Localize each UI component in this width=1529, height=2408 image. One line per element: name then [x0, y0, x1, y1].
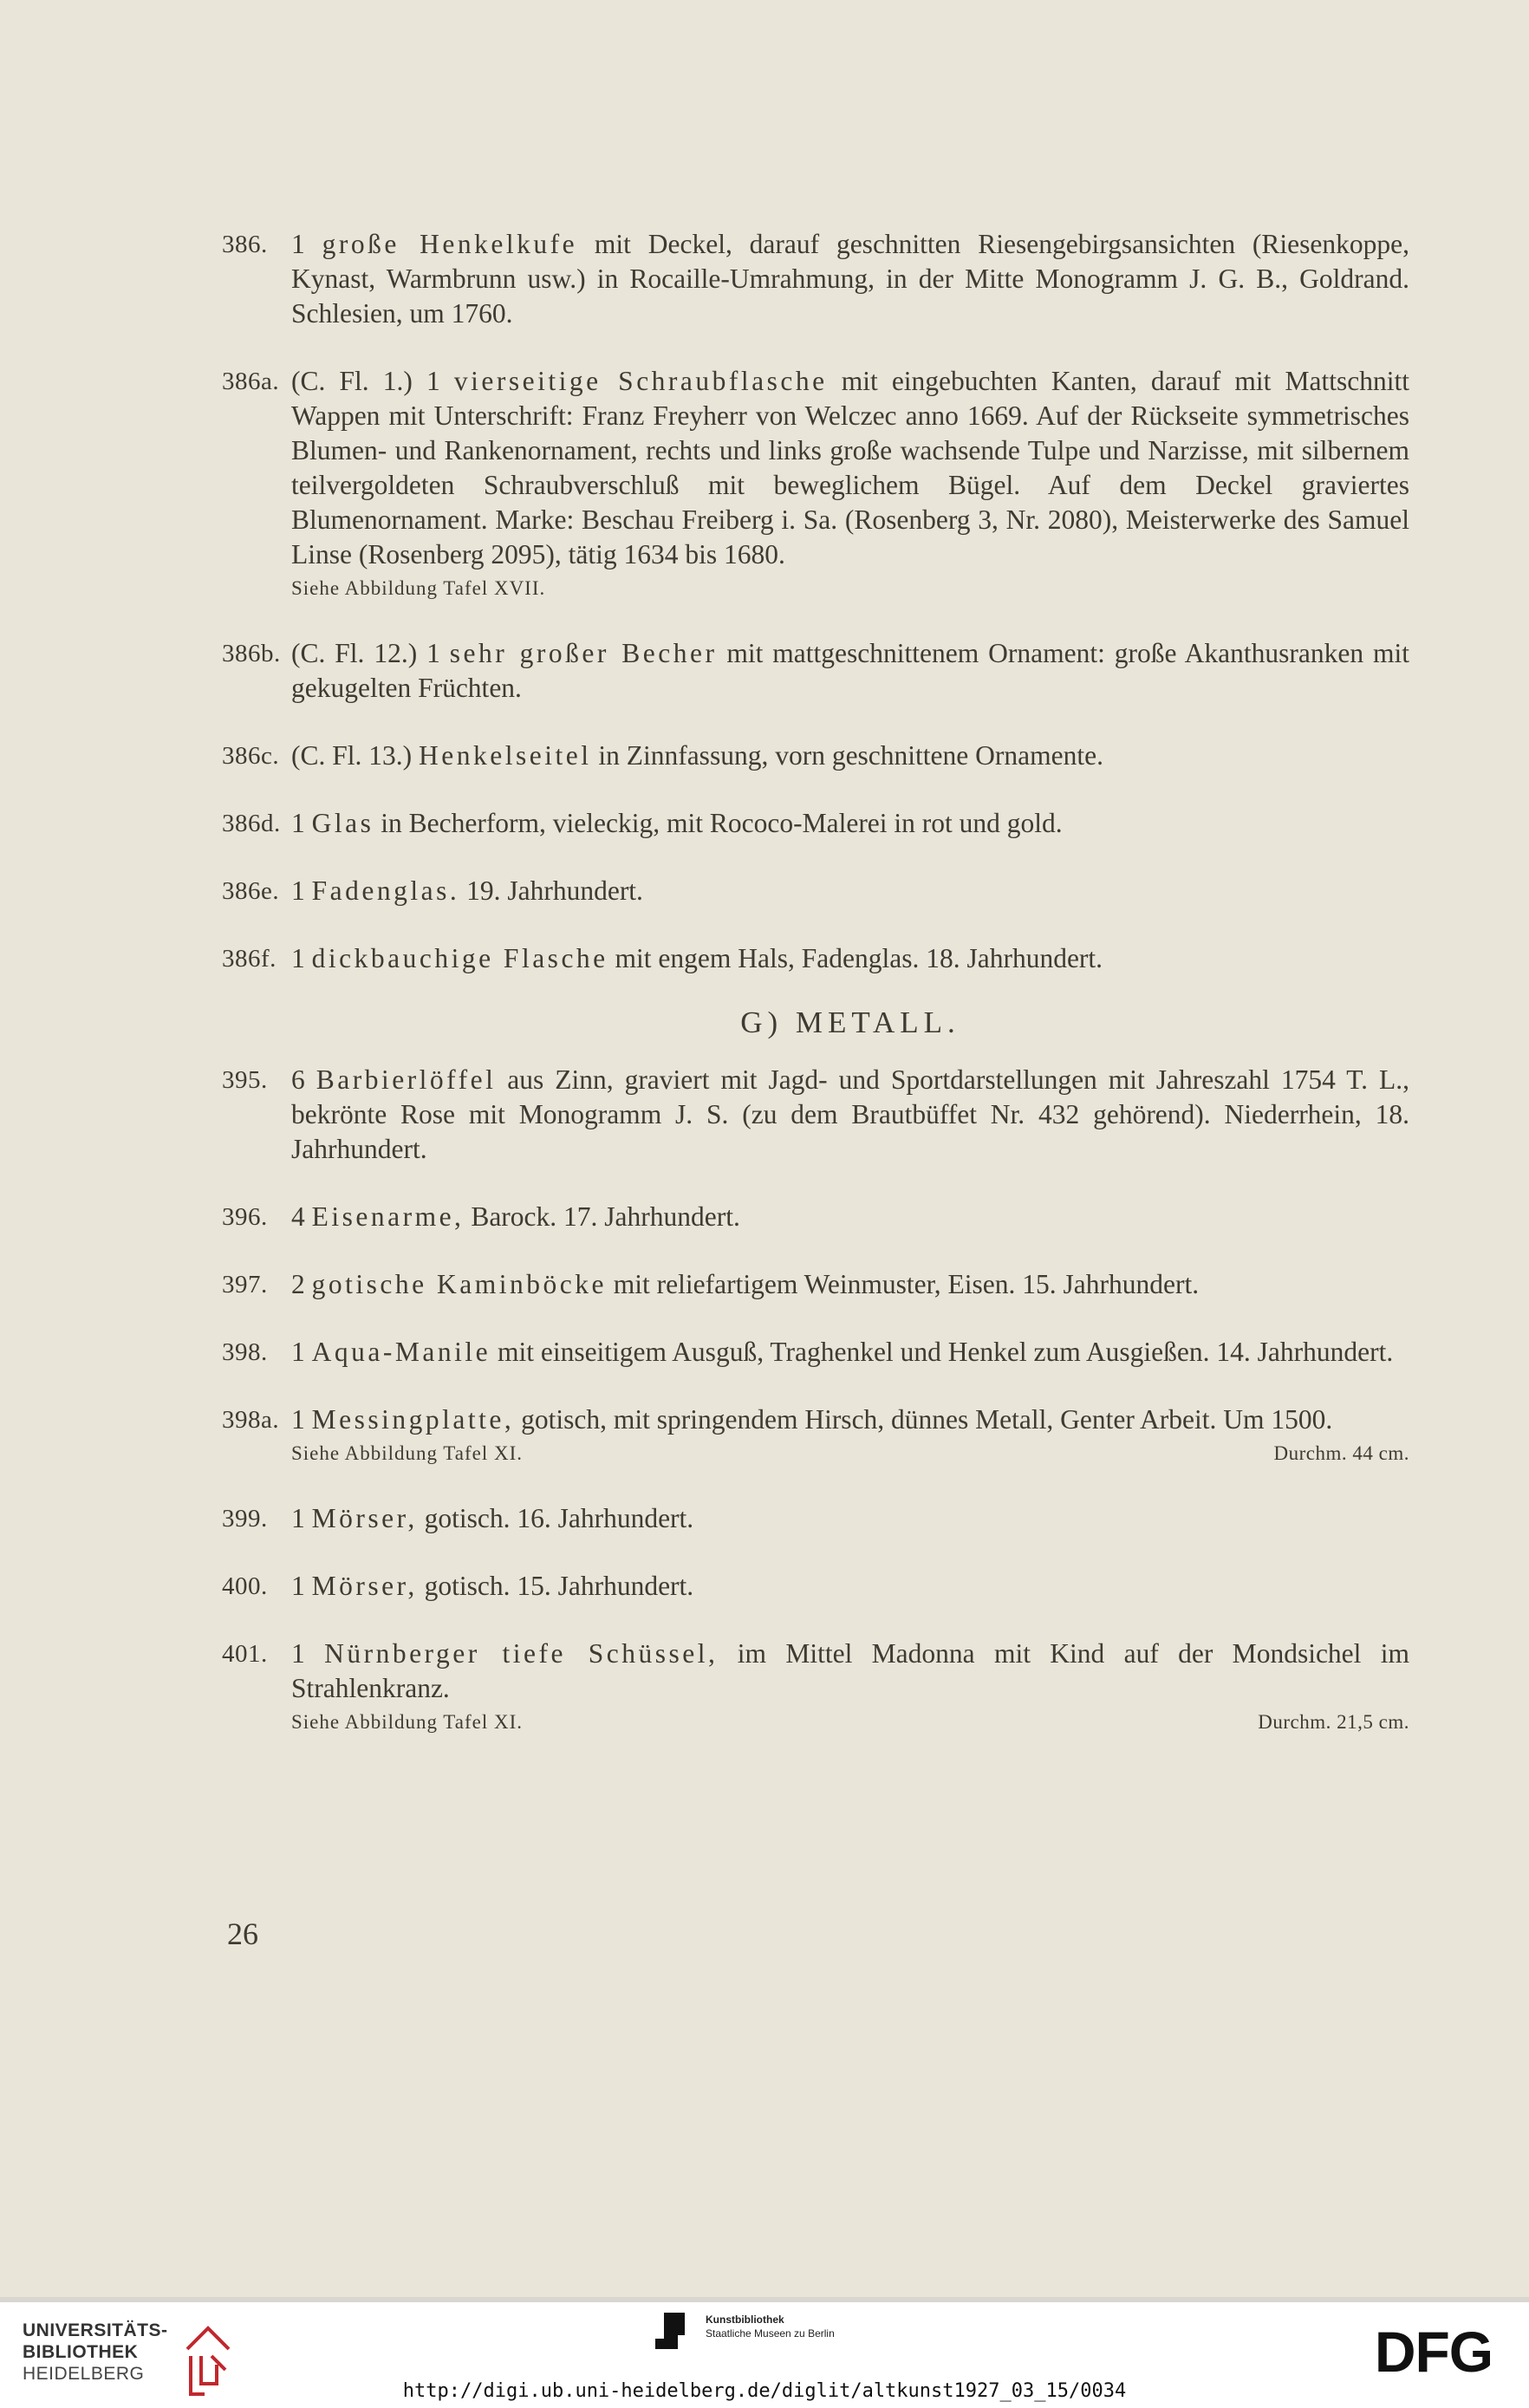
entry-body: [291, 806, 1409, 841]
catalog-entry: [222, 364, 1409, 603]
entry-body: [291, 739, 1409, 773]
entry-dimension: Durchm. 21,5 cm.: [1258, 1711, 1409, 1733]
library-name-line2: BIBLIOTHEK: [23, 2342, 139, 2362]
catalog-entry: [222, 1637, 1409, 1737]
entry-number: 398a.: [222, 1406, 280, 1434]
dfg-wordmark: DFG: [1374, 2321, 1493, 2382]
entry-object-name: Barbierlöffel: [316, 1064, 497, 1095]
entry-body: [291, 364, 1409, 572]
entry-lead: 1: [291, 229, 322, 259]
entry-number: 401.: [222, 1640, 268, 1668]
entries-glass: [222, 227, 1409, 976]
entry-number: 386b.: [222, 640, 281, 667]
entry-description: aus Zinn, graviert mit Jagd- und Sportdarstellungen mit Jahreszahl 1754 T. L., bekrönte Rose mit Monogramm J. S. (zu dem Brautbüffet Nr. 432 gehörend). Niederrhein, 18. Jahrhundert.: [291, 1064, 1410, 1164]
entry-description: mit reliefartigem Weinmuster, Eisen. 15. Jahrhundert.: [606, 1269, 1200, 1299]
entry-object-name: Mörser,: [311, 1571, 418, 1601]
catalog-entry: [222, 1501, 1409, 1536]
entry-number: 386d.: [222, 810, 281, 837]
entry-number: 386c.: [222, 742, 280, 770]
entry-description: Barock. 17. Jahrhundert.: [464, 1201, 740, 1232]
entry-dimension: Durchm. 44 cm.: [1273, 1442, 1409, 1464]
entry-description: gotisch. 15. Jahrhundert.: [417, 1571, 694, 1601]
entry-body: [291, 1267, 1409, 1302]
entry-object-name: Nürnberger tiefe Schüssel,: [324, 1638, 719, 1669]
entry-lead: 1: [291, 1571, 312, 1601]
entry-lead: 1: [291, 1503, 312, 1533]
dfg-logo[interactable]: [1357, 2321, 1510, 2382]
entry-lead: 1: [291, 1404, 312, 1435]
entry-number: 395.: [222, 1066, 268, 1094]
library-name-line1: UNIVERSITÄTS-: [23, 2320, 168, 2340]
entry-object-name: Mörser,: [311, 1503, 418, 1533]
entry-description: 19. Jahrhundert.: [459, 875, 643, 906]
entry-description: gotisch. 16. Jahrhundert.: [417, 1503, 694, 1533]
entry-object-name: vierseitige Schraubflasche: [453, 366, 828, 396]
entry-lead: 2: [291, 1269, 312, 1299]
catalog-entry: [222, 227, 1409, 331]
catalog-entry: [222, 874, 1409, 908]
entry-note-row: [291, 574, 1409, 603]
catalog-text: [222, 227, 1409, 1770]
entry-body: [291, 1637, 1409, 1706]
catalog-entry: [222, 1402, 1409, 1468]
entry-description: mit einseitigem Ausguß, Traghenkel und Henkel zum Ausgießen. 14. Jahrhundert.: [491, 1337, 1394, 1367]
entry-body: [291, 1200, 1409, 1234]
entry-body: [291, 227, 1409, 331]
entry-number: 386.: [222, 231, 268, 258]
entry-lead: 1: [291, 943, 312, 973]
entry-object-name: dickbauchige Flasche: [311, 943, 608, 973]
entry-object-name: sehr großer Becher: [449, 638, 718, 668]
footer: [0, 2297, 1529, 2408]
catalog-entry: [222, 1267, 1409, 1302]
entry-description: gotisch, mit springendem Hirsch, dünnes Metall, Genter Arbeit. Um 1500.: [514, 1404, 1333, 1435]
library-name-line3: HEIDELBERG: [23, 2364, 145, 2384]
entry-description: mit Deckel, darauf geschnitten Riesengebirgsansichten (Riesenkoppe, Kynast, Warmbrunn usw.) in Rocaille-Umrahmung, in der Mitte Monogramm J. G. B., Goldrand. Schlesien, um 1760.: [291, 229, 1410, 329]
catalog-entry: [222, 941, 1409, 976]
entry-body: [291, 941, 1409, 976]
entry-number: 398.: [222, 1338, 268, 1366]
entry-object-name: Glas: [311, 808, 374, 838]
entry-lead: 1: [291, 1337, 312, 1367]
entry-object-name: gotische Kaminböcke: [311, 1269, 607, 1299]
entry-number: 386a.: [222, 368, 280, 395]
entry-description: in Zinnfassung, vorn geschnittene Ornamente.: [591, 740, 1103, 771]
footer-divider: [0, 2297, 1529, 2302]
catalog-entry: [222, 1335, 1409, 1370]
entry-note-row: [291, 1439, 1409, 1468]
entry-lead: 6: [291, 1064, 316, 1095]
entry-lead: 1: [291, 808, 312, 838]
catalog-entry: [222, 806, 1409, 841]
entry-description: in Becherform, vieleckig, mit Rococo-Malerei in rot und gold.: [374, 808, 1063, 838]
entry-description: mit mattgeschnittenem Ornament: große Akanthusranken mit gekugelten Früchten.: [291, 638, 1409, 703]
kunstbibliothek-subtitle: Staatliche Museen zu Berlin: [706, 2327, 835, 2340]
entry-body: [291, 1063, 1409, 1167]
plate-reference[interactable]: Siehe Abbildung Tafel XI.: [291, 1442, 523, 1464]
entry-lead: 1: [291, 1638, 325, 1669]
entry-body: [291, 636, 1409, 706]
entry-object-name: Eisenarme,: [311, 1201, 465, 1232]
entry-lead: 1: [291, 875, 312, 906]
catalog-entry: [222, 636, 1409, 706]
catalog-entry: [222, 1569, 1409, 1604]
entry-object-name: große Henkelkufe: [322, 229, 578, 259]
entry-body: [291, 874, 1409, 908]
catalog-entry: [222, 1200, 1409, 1234]
entry-body: [291, 1335, 1409, 1370]
entry-body: [291, 1569, 1409, 1604]
kunstbibliothek-logo[interactable]: [652, 2307, 860, 2356]
entry-number: 396.: [222, 1203, 268, 1231]
entry-number: 399.: [222, 1505, 268, 1533]
entry-description: mit engem Hals, Fadenglas. 18. Jahrhundert.: [608, 943, 1103, 973]
entries-metal: [222, 1063, 1409, 1737]
permalink-url[interactable]: http://digi.ub.uni-heidelberg.de/diglit/altkunst1927_03_15/0034: [402, 2380, 1127, 2402]
catalog-entry: [222, 739, 1409, 773]
entry-lead: (C. Fl. 12.) 1: [291, 638, 450, 668]
plate-reference[interactable]: Siehe Abbildung Tafel XVII.: [291, 577, 546, 599]
entry-object-name: Aqua-Manile: [311, 1337, 491, 1367]
entry-number: 386f.: [222, 945, 277, 973]
page-number: 26: [227, 1917, 258, 1951]
entry-lead: (C. Fl. 13.): [291, 740, 420, 771]
entry-lead: (C. Fl. 1.) 1: [291, 366, 454, 396]
entry-object-name: Messingplatte,: [311, 1404, 515, 1435]
entry-body: [291, 1402, 1409, 1437]
entry-body: [291, 1501, 1409, 1536]
kunstbibliothek-name: Kunstbibliothek: [706, 2314, 784, 2326]
section-heading: G) METALL.: [740, 1006, 960, 1039]
entry-note-row: [291, 1708, 1409, 1737]
catalog-entry: [222, 1063, 1409, 1167]
kunstbibliothek-mark-icon: [652, 2307, 697, 2354]
entry-description: mit eingebuchten Kanten, darauf mit Mattschnitt Wappen mit Unterschrift: Franz Freyherr von Welczec anno 1669. Auf der Rückseite symmetrisches Blumen- und Rankenornament, rechts und links große wachsende Tulpe und Narzisse, mit silbernem teilvergoldeten Schraubverschluß mit beweglichem Bügel. Auf dem Deckel graviertes Blumenornament. Marke: Beschau Freiberg i. Sa. (Rosenberg 3, Nr. 2080), Meisterwerke des Samuel Linse (Rosenberg 2095), tätig 1634 bis 1680.: [291, 366, 1409, 569]
entry-number: 397.: [222, 1271, 268, 1298]
entry-lead: 4: [291, 1201, 312, 1232]
entry-object-name: Henkelseitel: [419, 740, 592, 771]
entry-object-name: Fadenglas.: [311, 875, 460, 906]
entry-number: 386e.: [222, 877, 280, 905]
entry-number: 400.: [222, 1572, 268, 1600]
plate-reference[interactable]: Siehe Abbildung Tafel XI.: [291, 1711, 523, 1733]
entry-description: im Mittel Madonna mit Kind auf der Mondsichel im Strahlenkranz.: [291, 1638, 1409, 1703]
